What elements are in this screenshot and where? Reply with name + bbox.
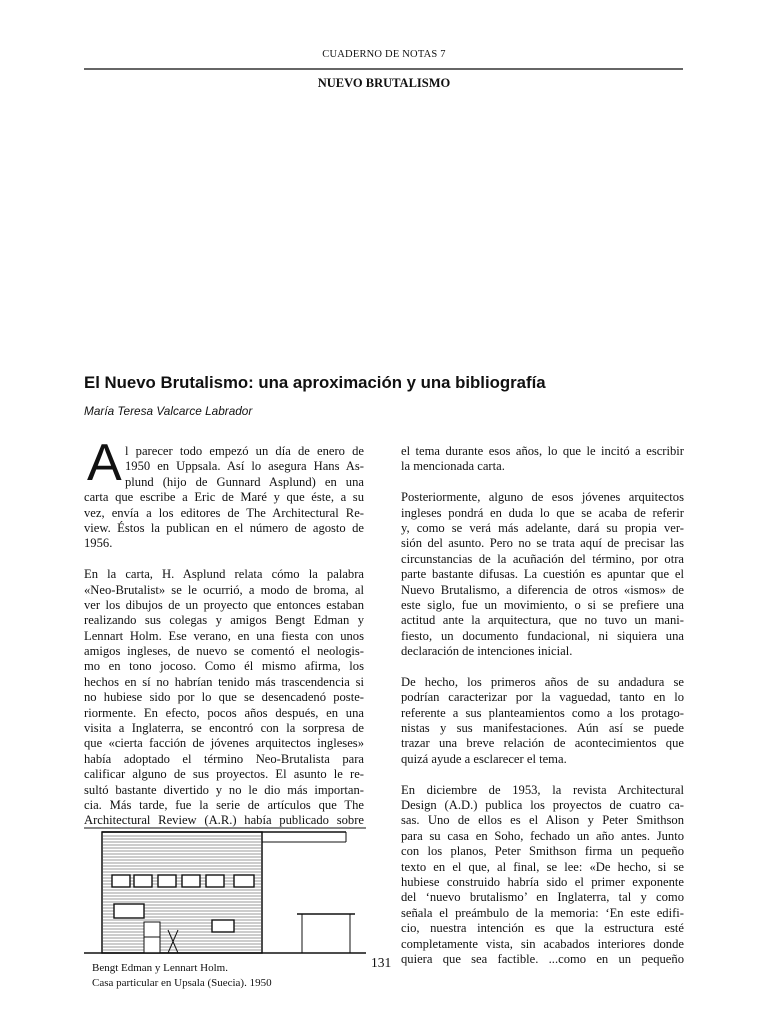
text-line: fiesto, un documento fundacional, ni siquiera una xyxy=(401,628,684,643)
text-line: riormente. En efecto, pocos años después, en una xyxy=(84,705,364,720)
text-line: completamente vista, sin acabados interiores donde xyxy=(401,936,684,951)
text-line: cio, nuestra intención es que la estructura esté xyxy=(401,921,684,936)
text-line: ver los dibujos de un proyecto que entonces estaban xyxy=(84,597,364,612)
text-line: circunstancias de la acuñación del término, por otra xyxy=(401,551,684,566)
house-elevation-drawing xyxy=(84,822,366,956)
text-line: amigos ingleses, de nuevo se comentó el neologis- xyxy=(84,644,364,659)
drop-cap: A xyxy=(87,434,122,492)
text-line: no hubiese sido por lo que se desencadenó poste- xyxy=(84,690,364,705)
paragraph-gap xyxy=(401,475,684,490)
text-line: había adoptado el término Neo-Brutalista para xyxy=(84,751,364,766)
figure-caption xyxy=(92,961,272,991)
text-line: cia. Más tarde, fue la serie de artículos que The xyxy=(84,797,364,812)
paragraph-gap xyxy=(84,552,364,567)
text-line: este siglo, fue un movimiento, o si se prefiere una xyxy=(401,597,684,612)
text-line: Architectural Review (A.R.) había publicado sobre xyxy=(84,813,364,828)
text-line: podrían caracterizar por la vaguedad, tanto en lo xyxy=(401,690,684,705)
text-line: declaración de intenciones inicial. xyxy=(401,644,573,659)
article-title: El Nuevo Brutalismo: una aproximación y una bibliografía xyxy=(84,373,546,392)
text-line: En la carta, H. Asplund relata cómo la palabra xyxy=(84,567,364,582)
text-line: parte bastante difusas. La cuestión es apuntar que el xyxy=(401,567,684,582)
text-line: Nuevo Brutalismo, a diferencia de otros «ismos» de xyxy=(401,582,684,597)
text-line: con los planos, Peter Smithson firma un pequeño xyxy=(401,844,684,859)
text-line: ingleses pondrá en duda lo que se acaba de referir xyxy=(401,505,684,520)
running-header: CUADERNO DE NOTAS 7 xyxy=(322,49,446,60)
header-rule xyxy=(84,68,683,70)
page-number: 131 xyxy=(371,955,392,970)
text-column-right xyxy=(401,444,684,967)
text-column-left xyxy=(84,444,364,829)
text-line: nistas y sus manifestaciones. Aún así se puede xyxy=(401,721,684,736)
text-line: sas. Uno de ellos es el Alison y Peter Smithson xyxy=(401,813,684,828)
text-line: De hecho, los primeros años de su andadura se xyxy=(401,674,684,689)
text-line: l parecer todo empezó un día de enero de xyxy=(125,444,364,458)
text-line: Posteriormente, alguno de esos jóvenes arquitectos xyxy=(401,490,684,505)
text-line: En diciembre de 1953, la revista Architectural xyxy=(401,782,684,797)
article-author: María Teresa Valcarce Labrador xyxy=(84,404,253,418)
text-line: hubiese construido habría sido el primer exponente xyxy=(401,874,684,889)
text-line: y, como se verá más adelante, dará su propia ver- xyxy=(401,520,684,535)
paragraph-gap xyxy=(401,659,684,674)
text-line: sultó bastante divertido y no le dio más importan- xyxy=(84,782,364,797)
text-line: Design (A.D.) publica los proyectos de cuatro ca- xyxy=(401,797,684,812)
text-line: que «cierta facción de jóvenes arquitectos ingleses» xyxy=(84,736,364,751)
text-line: quizá ayude a esclarecer el tema. xyxy=(401,751,567,766)
text-line: view. Éstos la publican en el número de agosto de xyxy=(84,520,364,535)
figure-caption-line-2: Casa particular en Upsala (Suecia). 1950 xyxy=(92,977,272,989)
text-line: actitud ante la arquitectura, que no tuvo un mani- xyxy=(401,613,684,628)
text-line: «Neo-Brutalist» se le ocurrió, a modo de broma, al xyxy=(84,582,364,597)
text-line: señala el preámbulo de la memoria: ‘En este edifi- xyxy=(401,905,684,920)
text-line: plund (hijo de Gunnard Asplund) en una xyxy=(125,474,364,489)
text-line: mo en tono jocoso. Como él mismo afirma, los xyxy=(84,659,364,674)
text-line: referente a sus planteamientos como a los protago- xyxy=(401,705,684,720)
text-line: trazar una breve relación de acontecimientos que xyxy=(401,736,684,751)
text-line: el tema durante esos años, lo que le incitó a escribir xyxy=(401,444,684,458)
text-line: vez, envía a los editores de The Architectural Re- xyxy=(84,505,364,520)
text-line: hechos en sí no habrían tenido más trascendencia si xyxy=(84,674,364,689)
text-line: la mencionada carta. xyxy=(401,459,505,474)
text-line: texto en el que, al final, se lee: «De hecho, si se xyxy=(401,859,684,874)
text-line: quiera que sea factible. ...como en un pequeño xyxy=(401,951,684,966)
paragraph-gap xyxy=(401,767,684,782)
section-title: NUEVO BRUTALISMO xyxy=(317,76,451,90)
text-line: 1956. xyxy=(84,536,113,551)
text-line: realizando sus colegas y amigos Bengt Edman y xyxy=(84,613,364,628)
text-line: para su casa en Soho, fechado un año antes. Junto xyxy=(401,828,684,843)
text-line: del ‘nuevo brutalismo’ en Inglaterra, tal y como xyxy=(401,890,684,905)
text-line: carta que escribe a Eric de Maré y que éste, a su xyxy=(84,490,364,505)
text-line: calificar alguno de sus proyectos. El asunto le re- xyxy=(84,767,364,782)
figure-caption-line-1: Bengt Edman y Lennart Holm. xyxy=(92,962,228,974)
text-line: Lennart Holm. Ese verano, en una fiesta con unos xyxy=(84,628,364,643)
text-line: 1950 en Uppsala. Así lo asegura Hans As- xyxy=(125,459,364,474)
text-line: sión del asunto. Pero no se trata aquí de precisar las xyxy=(401,536,684,551)
text-line: visita a Inglaterra, se encontró con la sorpresa de xyxy=(84,721,364,736)
